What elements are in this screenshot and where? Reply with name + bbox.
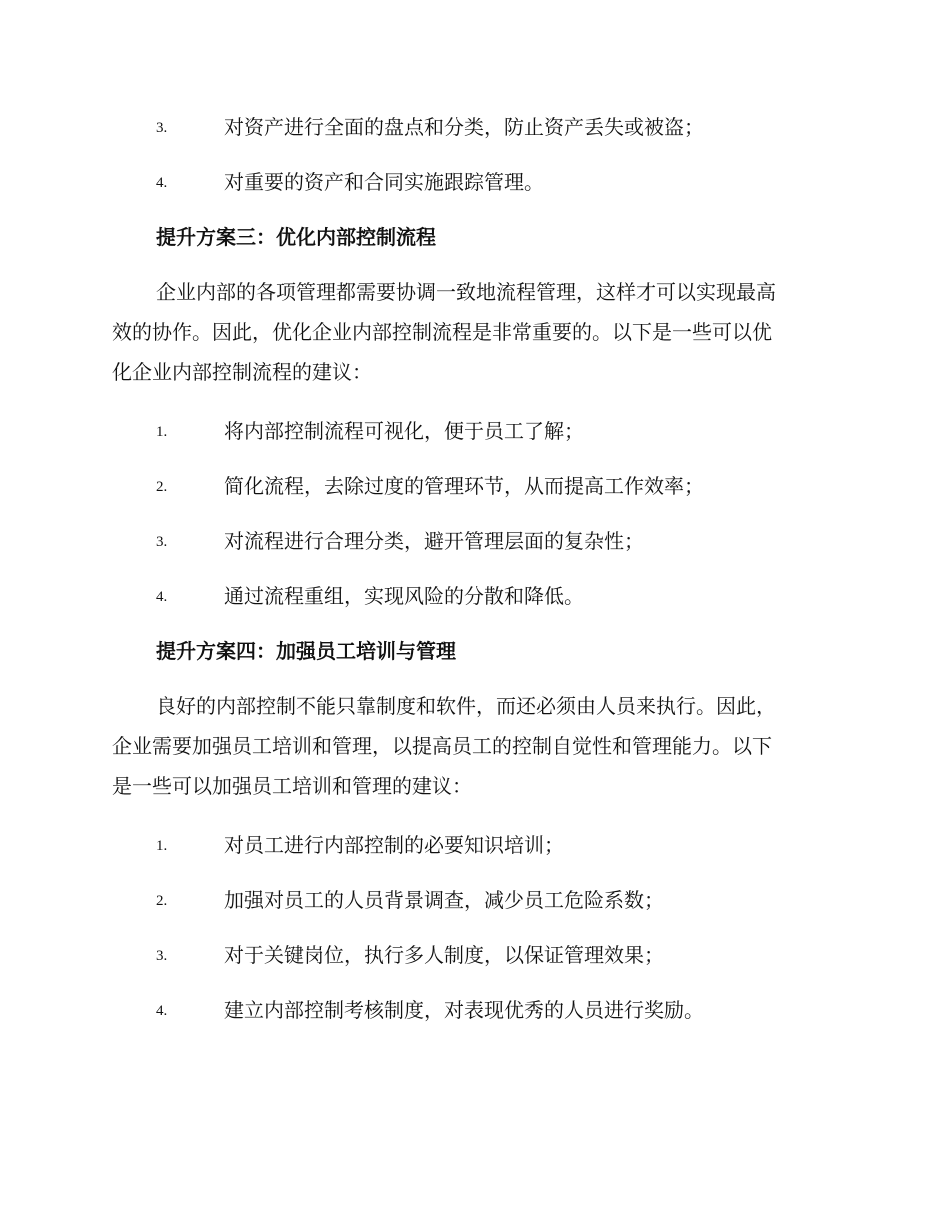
paragraph-line: 是一些可以加强员工培训和管理的建议： [112,774,472,798]
section-heading: 提升方案三：优化内部控制流程 [156,225,436,249]
list-item [0,581,950,611]
list-number: 2. [156,893,168,909]
list-text: 对资产进行全面的盘点和分类，防止资产丢失或被盗； [224,115,704,139]
list-text: 将内部控制流程可视化，便于员工了解； [224,419,584,443]
paragraph-line: 良好的内部控制不能只靠制度和软件，而还必须由人员来执行。因此， [156,694,776,718]
list-text: 对于关键岗位，执行多人制度，以保证管理效果； [224,943,664,967]
paragraph-line: 企业内部的各项管理都需要协调一致地流程管理，这样才可以实现最高 [156,280,776,304]
list-number: 1. [156,838,168,854]
list-number: 4. [156,589,168,605]
list-item [0,526,950,556]
list-item [0,885,950,915]
list-item [0,830,950,860]
paragraph-line: 企业需要加强员工培训和管理，以提高员工的控制自觉性和管理能力。以下 [112,734,772,758]
list-item [0,995,950,1025]
list-item [0,167,950,197]
list-number: 2. [156,479,168,495]
list-item [0,471,950,501]
paragraph-line: 效的协作。因此，优化企业内部控制流程是非常重要的。以下是一些可以优 [112,320,772,344]
list-text: 加强对员工的人员背景调查，减少员工危险系数； [224,888,664,912]
list-text: 通过流程重组，实现风险的分散和降低。 [224,584,584,608]
list-text: 对重要的资产和合同实施跟踪管理。 [224,170,544,194]
paragraph-line: 化企业内部控制流程的建议： [112,360,372,384]
list-number: 3. [156,948,168,964]
list-text: 建立内部控制考核制度，对表现优秀的人员进行奖励。 [224,998,704,1022]
list-item [0,940,950,970]
list-text: 对流程进行合理分类，避开管理层面的复杂性； [224,529,644,553]
list-text: 简化流程，去除过度的管理环节，从而提高工作效率； [224,474,704,498]
list-number: 1. [156,424,168,440]
section-heading: 提升方案四：加强员工培训与管理 [156,639,456,663]
list-number: 4. [156,1003,168,1019]
list-item [0,112,950,142]
list-text: 对员工进行内部控制的必要知识培训； [224,833,564,857]
list-number: 3. [156,534,168,550]
list-item [0,416,950,446]
list-number: 4. [156,175,168,191]
list-number: 3. [156,120,168,136]
